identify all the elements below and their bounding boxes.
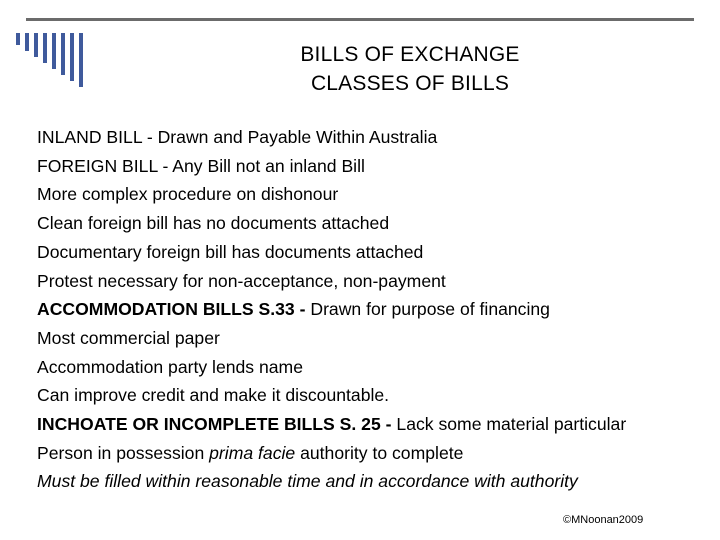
bar-8 (79, 33, 83, 87)
bar-2 (25, 33, 29, 51)
bar-1 (16, 33, 20, 45)
inchoate-bills-line (37, 410, 677, 439)
slide-body (37, 123, 677, 496)
foreign-point-2: Clean foreign bill has no documents attached (37, 213, 390, 234)
bar-4 (43, 33, 47, 63)
inland-bill-label: INLAND BILL - (37, 127, 153, 147)
inchoate-point-1-italic: prima facie (209, 442, 296, 463)
title-line-1: BILLS OF EXCHANGE (300, 43, 520, 66)
accommodation-point-2: Accommodation party lends name (37, 356, 303, 377)
inchoate-bills-label: INCHOATE OR INCOMPLETE BILLS S. 25 - (37, 414, 392, 435)
inchoate-point-1-pre: Person in possession (37, 442, 205, 463)
inchoate-point-2: Must be filled within reasonable time and in accordance with authority (37, 471, 578, 492)
accommodation-point-1: Most commercial paper (37, 327, 220, 348)
bar-3 (34, 33, 38, 57)
inchoate-bills-text: Lack some material particular (396, 414, 627, 435)
accommodation-bills-text: Drawn for purpose of financing (310, 299, 550, 320)
accommodation-point-3: Can improve credit and make it discountable. (37, 385, 390, 406)
slide-title (200, 40, 620, 98)
bar-6 (61, 33, 65, 75)
title-line-2: CLASSES OF BILLS (310, 72, 510, 95)
bar-5 (52, 33, 56, 69)
copyright-notice: ©MNoonan2009 (563, 514, 644, 526)
top-rule (26, 18, 694, 21)
bar-7 (70, 33, 74, 81)
foreign-point-4: Protest necessary for non-acceptance, non-payment (37, 270, 446, 291)
inchoate-point-1-post: authority to complete (300, 442, 464, 463)
accommodation-bills-line (37, 295, 677, 324)
foreign-point-3: Documentary foreign bill has documents attached (37, 241, 424, 262)
foreign-point-1: More complex procedure on dishonour (37, 184, 339, 205)
foreign-bill-text: Any Bill not an inland Bill (172, 155, 365, 176)
inland-bill-text: Drawn and Payable Within Australia (157, 127, 438, 147)
inchoate-point-1 (37, 439, 677, 468)
accommodation-bills-label: ACCOMMODATION BILLS S.33 - (37, 299, 306, 320)
inland-bill-line (37, 123, 677, 152)
foreign-bill-label: FOREIGN BILL - (37, 155, 169, 176)
foreign-bill-line (37, 152, 677, 181)
decorative-bars (16, 33, 88, 93)
